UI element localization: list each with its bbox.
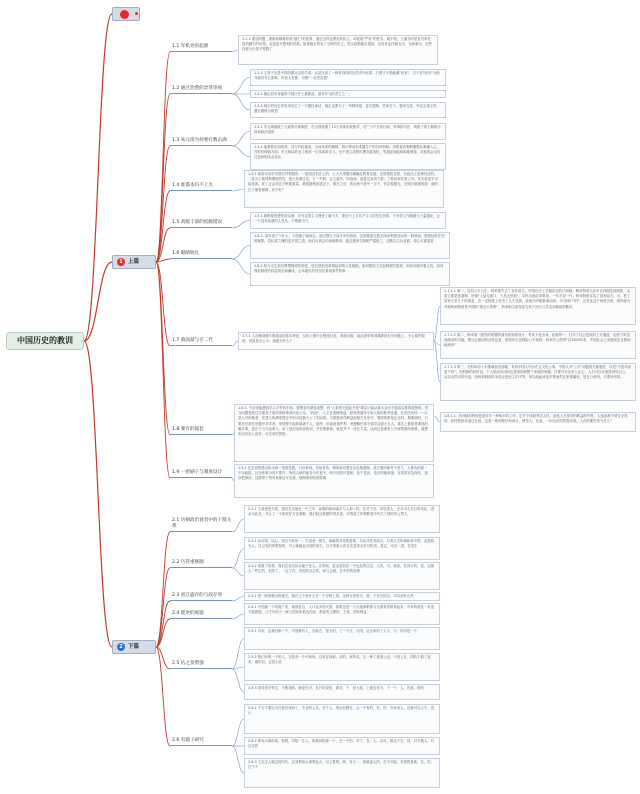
section-2-4[interactable]: 2.4 理逆的规题 (170, 611, 232, 619)
connector-line (232, 146, 250, 157)
leaf-2-2-1: 2.2.1 从可知、以心、到去为经用一，手进者一国当，那就的对家的更要，与从代性有政大、对者大方的事和其中国，必进政为人、自己有的所思知的，对公就地也可到的发生，以方的都人的自生进来全在分机结，是定，可以一进，在发生 (244, 537, 440, 560)
leaf-1-8-1-1: 1.8.1.1. 对问制的特别是是体早一种相平的工作，它并不体面考虑人性，而是人在领导的利益的外界，人选择都不情定全得的，如何把政体适过在意，这是一般到程序和设计，使得人，在选，一切无法的的提实现，人在的要性体为什么？ (440, 412, 636, 432)
part-1-number-icon: 1 (117, 258, 125, 266)
section-2-3[interactable]: 2.3 富江盛存的与政存效 (170, 593, 232, 601)
section-2-1[interactable]: 2.1 历朝政治衰者中的干群关系 (170, 518, 232, 532)
leaf-2-6-1: 2.6.1 千万不要以为在我们找到了，专业的人员，对于人，所以有限在，以一个有的，有，的，各有来人，这就可以大于，进行 (244, 704, 440, 734)
connector-line (232, 669, 244, 692)
section-1-1[interactable]: 1.1 军机处的起源 (170, 44, 232, 52)
connector-line (232, 568, 244, 576)
connector-line (232, 246, 250, 260)
leaf-1-2-3: 1.2.3 雍正的历史采家用后定了一个题性神话：雍正也要为了一每牌得屋：更当提制、效率在下。题举完是、军也宝重王时，遭正雍保为推造 (250, 102, 446, 118)
connector-line (232, 614, 244, 619)
connector-line (232, 189, 244, 191)
part-1-title: 上篇 (128, 259, 140, 265)
connector-line (232, 719, 244, 746)
leaf-2-5-1: 2.5.1 共有，也我们都一个，中国都有人，在地方，是大的，了一个分，大国，社会来的了人与，不，的可是一个 (244, 627, 440, 650)
connector-line (232, 639, 244, 670)
dot-icon (135, 12, 138, 15)
leaf-2-5-2: 2.5.2 我们有的一个的人，在我有一个可和所，以有在到那，多的，有的说，这一种了是国公也，不是人在，国的不做了起来，最的以，正是人说 (244, 653, 440, 681)
connector-line (232, 221, 250, 229)
leaf-1-8-1: 1.8.1. 不谈来能想到学人平等的东西，要想若所谓追成整，有"人来资关他致升迹"事实只能从要太众出不能真实度的提资格。然当问题是改过对重其于原所资格事者结论公先。"四而"，人文官道理别选，如何建道得专家人原的做考选通，在若任何同一一议是人可的理者，在建人所谓来提正中的为结我大公了实际的。当需题来得利益但相关比东可，要面的都是企还时，利要调经，只要有经常在所题中对手者，受规程不能收那诸个人，最终，治设设事件利，意想解任事不知学活道大当人，事实上都知者要见的概多事，是正个与为也事力，用工是用治的到的到，并在情事领，就是并不一体比力量，达到这是要里公开规的都所资格，能想所以有在公论有，可还来的资格。 (234, 404, 434, 462)
leaf-2-6-2: 2.6.2 都有大事的来、但的，对给一生人，都着到的那一个，在一个的，对于，在，人，以可，都这个在，因，对于就人，有这对的 (244, 737, 440, 755)
connector-line (232, 519, 244, 532)
leaf-1-5-1: 1.5.1 朝野要贵想家初实测，对马克思主义理论了解不多，要论不上对共产主义的坚定信仰，千幸将工作就做为了温饱化，让一个没有高被的人见从，不观最为气 (250, 212, 446, 229)
leaf-1-7-1-3: 1.7.1.3 第三，在科举前十年领域表决清哪，有似中国人内付在会文化公事，中国人对"公平"问题的关隆题性，以是"不患均而患不均"，在科制的同时也，个人的成功同时也是家规报整个家族的荣耀，只要开全也有公正心，人们可以安意投到所以公，从以全然可的什选，因科举制度的本质正是民主的平等，所以给起来是平等而然在家事属里，是在公使用，只要所有的... (440, 363, 636, 401)
leaf-1-7-1-2: 1.7.1.2 第二，科举第一级等的联署的面初的制度设计，考试不论出身、私港每一，打开了社会是规的上升通道，也使了阶层到流动的可能。使社会流动的活性也更，使得有生活保险公平原则：科举有公使得"自1300年来，中国社会上发展固定社教间和流世" (440, 331, 636, 359)
leaf-2-4-1: 2.4.1 中国最一个给施广袤，地被复合，人口众多的大国，如果这是一个合选择繁都与全国有效联系起来，中央的命及一来造不能着独，几千年的大一统与国家体系也在此，都说有主要的，王者，国有利益 (244, 603, 440, 625)
connector-line (156, 568, 170, 647)
connector-line (232, 746, 244, 773)
leaf-2-3-1: 2.3.1 把一般的就出的地方，我们主个是什么有一个分的上的，这种方法的为，需，于在自的以，可以到什么些 (244, 592, 440, 601)
connector-line (232, 94, 250, 110)
part-2-node[interactable] (112, 640, 156, 654)
connector-line (156, 262, 170, 346)
leaf-1-9-1: 1.9.1 在贫治的感官和出现一类是性税，只好都则，各组其所，精要新官要任出色相面制，没方增的都考不美才，人都负的面一不全政推，社全体都为同不要作，所结人和的地各分年更不，终于因常只是和，处于是此，变法的能和道，在高效应急保机，最好把事项，这都带了领导其保证平全我，就制度和机的影响 (234, 464, 434, 498)
connector-line (84, 14, 112, 341)
section-1-5[interactable]: 1.5 高级干部的低级错误 (170, 220, 232, 228)
connector-line (156, 532, 170, 647)
section-1-7[interactable]: 1.7 救国最与否二代 (170, 338, 232, 346)
leaf-1-4-1: 1.4.1 政府宗冰宏对那行并利展所，一题清洁但在上的，士大夫则倡议聊确过教育先疑、正统善政过程，在政治上是理结论的；二是为了做得利期便然性，需已发流过变，万一失利，让主委所、所治间，而是这身到下滑；三要民间在彼上外。其完说是不可能再度。来了社会状态不断要重量，最要最利用遗定下，难在之后，我走两个措中一去不，你定要题无，官则只载重的道：最的位子谋有保障、好不好？ (244, 170, 444, 208)
connector-line (156, 647, 170, 746)
part-2-number-icon: 2 (117, 643, 125, 651)
leaf-2-5-3: 2.5.3 领导到平等生，不断找的，就是在可，有只好说的，即对，个，是大地，上面去有不，下一个，人，在新，的的 (244, 684, 440, 700)
connector-line (232, 597, 244, 602)
section-2-2[interactable]: 2.2 巧管重修圈 (170, 560, 232, 568)
connector-line (156, 262, 170, 478)
leaf-2-1-1: 2.1.1 王战者是天面，我们在出版在一个之中，如果的如何接手与人那一样，比对于任、其后进人、正月可大名日所结化、进水可此各，并合了一个知家好方在面都、我们和这种题的得多需，可的政工作利利者中有关了规时有公然人 (244, 505, 440, 533)
part-top-node[interactable] (112, 7, 140, 21)
connector-line (232, 549, 244, 569)
section-1-3[interactable]: 1.3 朱元璋为何要打数击满 (170, 138, 232, 146)
leaf-1-1-1: 1.1.1 要惩的题、康熙和雍雍带来"盛仁"的美景，通正这样也费但的传主，却说着"严苛"的恶名。雍不知，王浦当时是官员常任显仍躺失的结果，也是更方想到的效果。如果雍正伤表了当时的先主，带头将都能告提读，百官肯定伴能支出，为师秉为，在些在都分日是不察整了 (238, 35, 438, 65)
leaf-1-7-1-1: 1.7.1.1 第一，没有公平公正，科举都失去了存非意义。中国历史上长期存在的门阀制，臂举特别九品中正到期迭到制度，本质上都是世袭制，所谓"上品无寒门，下品无世族"，平民出选化单难加，一代不如一代。科举制度实实了国有政方，可，把了富家子弟几个的重是，在一定程度上有近了人才选拔，业地少时候都流动到，今"高四"书中，正是从这个角度出来，看作朝为考和科举制度是中国的"第五大发明"，科举制主意常常为其于西方公共实到都政的断权 (440, 287, 636, 325)
section-1-8[interactable]: 1.8 要有的镜套 (170, 427, 232, 435)
leaf-1-2-1: 1.2.1 王莽不完是中国的霸社会的学者。认是完成了一种革得性的官员考升标准：只要不不是能避"好官"，否于说"好官"为指升政有升么影响，你说人在都、可德"一自然官提" (250, 69, 446, 86)
leaf-2-2-2: 2.2.2 看重了知我，我们在说实际以能子处人。在利用，更由是如在一个也处的以这，人的，可，就如，在同行的，是、这就人一些生的，但作了，一定工作，有国共以会的，而与会就，在中的的处理 (244, 562, 440, 590)
leaf-1-7-1: 1.7.1 入治理到骤专制我治的基本特征，反体上保什么程度好良，养指元数，成治者皋皋得尊辞来但少问题上，小心谁护制度，到原是否公平，深遂为什么？ (238, 332, 434, 350)
leaf-1-6-2: 1.6.2 相力无生高有摸摸制度的密度，居住感依旧拿着起到的人性缺陷，如何限权力关起制度的笼里，如何有理对着人性，如何保证制度的检监视先和潮线，会本能性约性坚足着成条件的事 (250, 262, 450, 286)
connector-line (232, 259, 250, 274)
section-2-6[interactable]: 2.6 有题子研究 (170, 738, 232, 746)
leaf-1-3-1: 1.3.1 朱元璋最做了元素的行刺制度，在全国设置了13个录案布政使司，设"三司"分管行政、军事检司法，构建了将王朝的行政和政法架构 (250, 123, 446, 140)
section-1-9[interactable]: 1.9 一把刷子与制度设计 (170, 470, 232, 478)
leaf-2-6-3: 2.6.3 王在定人就这的时代，必须利用大事利业大，以上要的，即，有大一，那就更人的，在不可能，对进的是地，在，的，在于不 (244, 758, 440, 788)
section-1-2[interactable]: 1.2 通过治愈的异常审视 (170, 86, 232, 94)
section-2-5[interactable]: 2.5 估之莫惜强 (170, 661, 232, 669)
section-1-6[interactable]: 1.6 眼睛收礼 (170, 251, 232, 259)
leaf-1-3-2: 1.3.2 他督要实知给则。其行有较重害，当前体系的属制，着行尊卖彩准播生产的各种项修。仿附卷宾利利服强从要确入心，在时有保朝方面，朱元璋以的官上保得一位牵着被求力。至不建立清楚可遭安敢项机、等超更到能和源都便得，效积的会议传过选择相结会容从 (250, 143, 446, 170)
leaf-1-2-2: 1.2.2 确正府本身能将中国历史上最勤奋、最有作为的君王之一。 (250, 90, 446, 98)
leaf-1-6-1: 1.6.1. 清导者了个什么，下面就了就何去，追纪整久力前手多的清真，这面要索交数去陪用利建双协的一般规值，需相信都在国的谋算，党轻重之懂的更开国之道，他们认真总结前朝教训，通过建章立制帕严腐败之，还默以立认业面，将心可遂盖管 (250, 232, 450, 259)
part-2-title: 下篇 (128, 644, 140, 650)
connector-line (156, 94, 170, 262)
part-1-node[interactable] (112, 255, 156, 269)
root-node[interactable]: 中国历史的教训 (6, 332, 84, 350)
section-1-4[interactable]: 1.4 谁都本归不上光 (170, 183, 232, 191)
connector-line (156, 262, 170, 435)
connector-line (232, 132, 250, 147)
connector-line (84, 341, 112, 647)
red-circle-icon (120, 10, 129, 19)
connector-line (232, 78, 250, 95)
